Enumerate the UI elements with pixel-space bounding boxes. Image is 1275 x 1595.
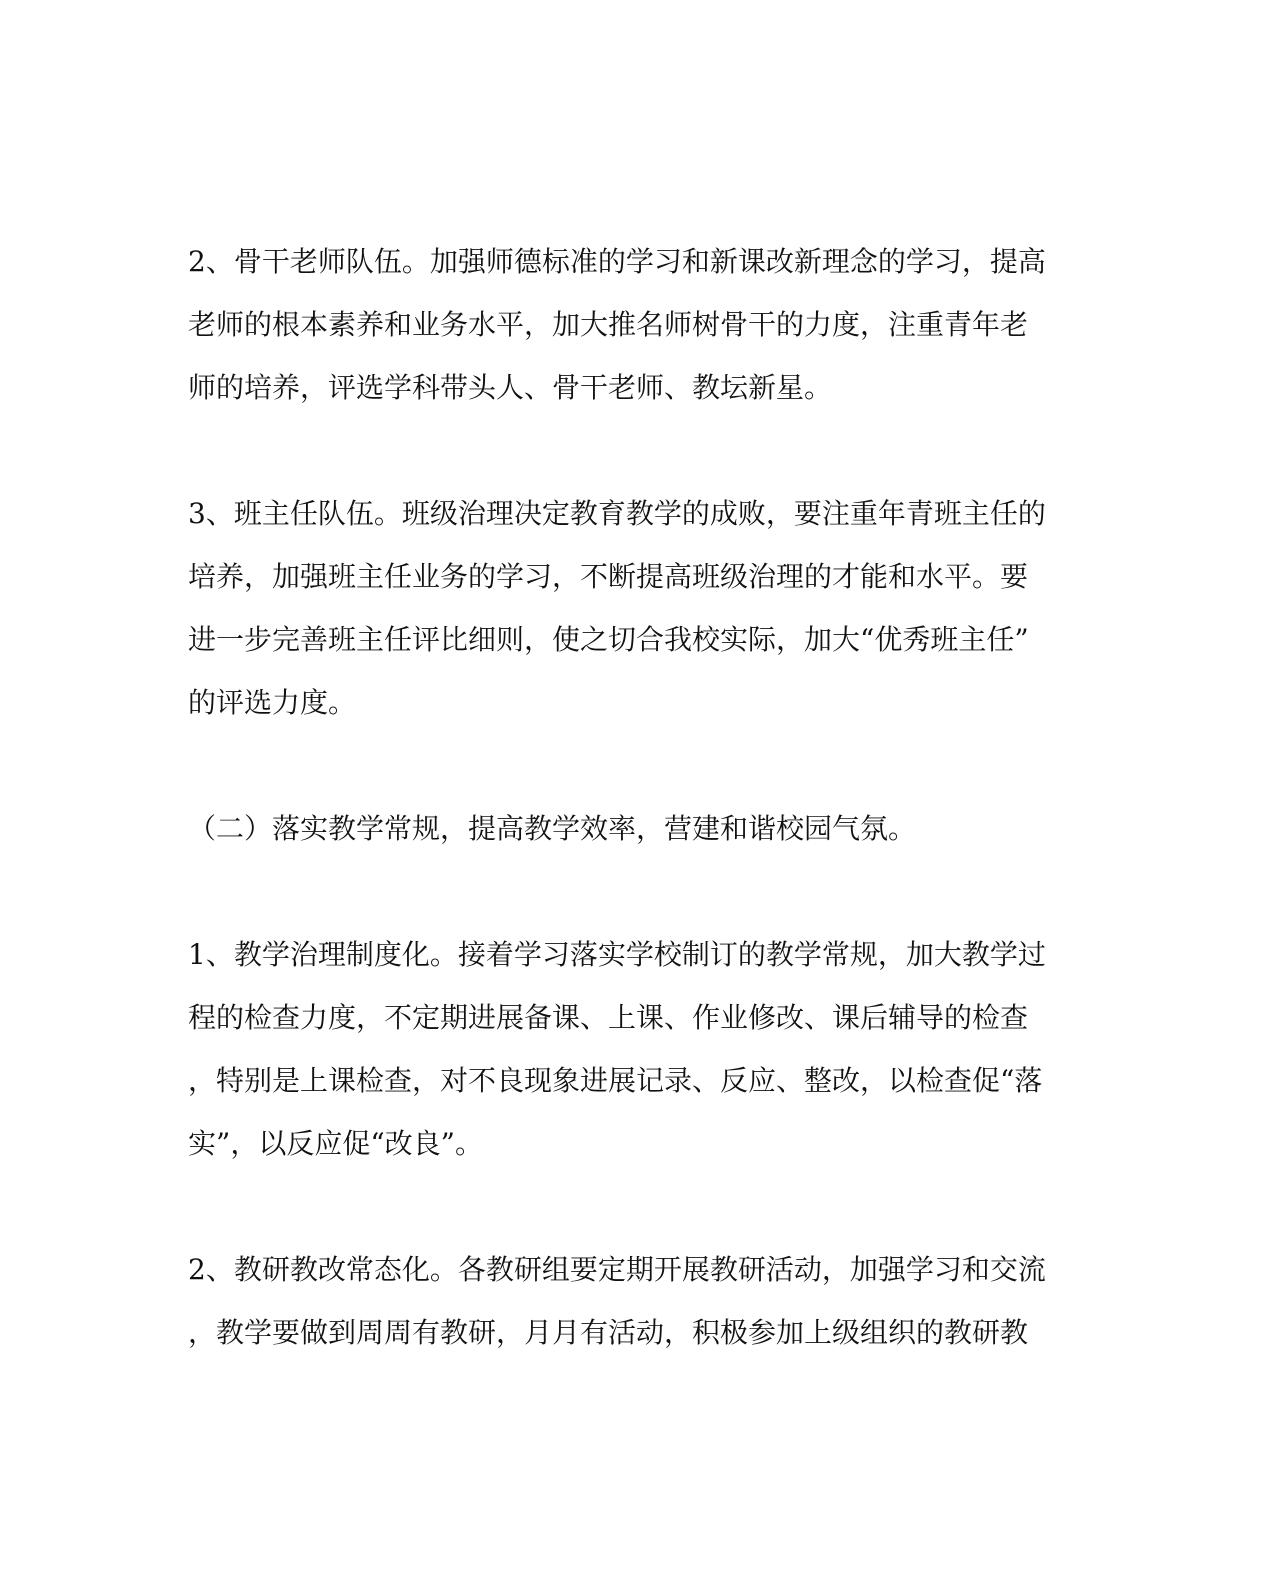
paragraph-line: 1、教学治理制度化。接着学习落实学校制订的教学常规，加大教学过 [188,938,1046,971]
document-body [188,230,1068,1364]
paragraph-class-teachers [188,482,1068,734]
paragraph-spacer [188,419,1068,482]
paragraph-line: 的评选力度。 [188,686,357,719]
paragraph-teaching-research [188,1238,1068,1364]
paragraph-teaching-management [188,923,1068,1175]
paragraph-line: 进一步完善班主任评比细则，使之切合我校实际，加大“优秀班主任” [188,623,1029,656]
paragraph-spacer [188,734,1068,797]
paragraph-line: 老师的根本素养和业务水平，加大推名师树骨干的力度，注重青年老 [188,308,1029,341]
paragraph-spacer [188,860,1068,923]
paragraph-backbone-teachers [188,230,1068,419]
paragraph-line: ，教学要做到周周有教研，月月有活动，积极参加上级组织的教研教 [188,1316,1029,1349]
paragraph-line: 师的培养，评选学科带头人、骨干老师、教坛新星。 [188,371,833,404]
paragraph-line: 培养，加强班主任业务的学习，不断提高班级治理的才能和水平。要 [188,560,1029,593]
section-heading-teaching-routine [188,797,1068,860]
paragraph-line: ，特别是上课检查，对不良现象进展记录、反应、整改，以检查促“落 [188,1064,1043,1097]
paragraph-line: 2、教研教改常态化。各教研组要定期开展教研活动，加强学习和交流 [188,1253,1046,1286]
paragraph-line: 3、班主任队伍。班级治理决定教育教学的成败，要注重年青班主任的 [188,497,1046,530]
paragraph-spacer [188,1175,1068,1238]
paragraph-line: 实”，以反应促“改良”。 [188,1127,483,1160]
paragraph-line: 程的检查力度，不定期进展备课、上课、作业修改、课后辅导的检查 [188,1001,1029,1034]
paragraph-line: 2、骨干老师队伍。加强师德标准的学习和新课改新理念的学习，提高 [188,245,1046,278]
section-heading-line: （二）落实教学常规，提高教学效率，营建和谐校园气氛。 [188,812,917,845]
